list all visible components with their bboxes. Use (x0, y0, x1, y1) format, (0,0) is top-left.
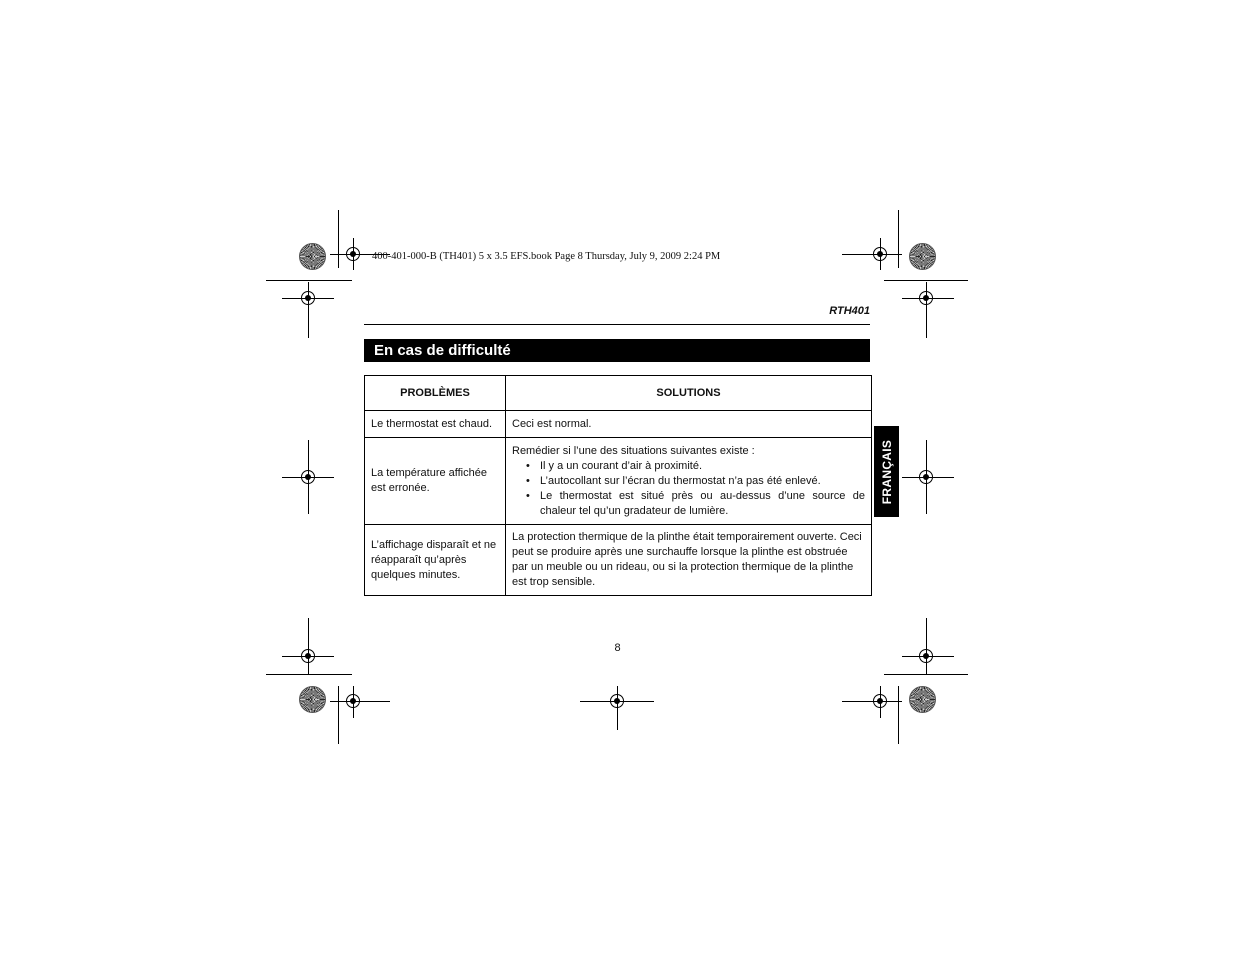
registration-mark-icon (610, 694, 624, 708)
language-tab (874, 426, 899, 517)
table-row (365, 525, 872, 596)
solution-cell (506, 438, 872, 525)
registration-mark-icon (301, 470, 315, 484)
table-row (365, 438, 872, 525)
column-header-solutions: SOLUTIONS (506, 376, 872, 411)
solution-intro: Remédier si l’une des situations suivantes existe : (512, 444, 755, 457)
solution-cell: Ceci est normal. (506, 411, 872, 438)
troubleshooting-table (364, 375, 872, 596)
solution-list (512, 459, 865, 519)
language-tab-label: FRANÇAIS (879, 439, 894, 504)
model-name: RTH401 (829, 305, 870, 317)
section-title: En cas de difficulté (364, 339, 870, 362)
problem-cell: Le thermostat est chaud. (365, 411, 506, 438)
table-header-row (365, 376, 872, 411)
registration-mark-icon (301, 291, 315, 305)
print-header: 400-401-000-B (TH401) 5 x 3.5 EFS.book Page 8 Thursday, July 9, 2009 2:24 PM (372, 251, 721, 262)
registration-mark-icon (919, 470, 933, 484)
registration-mark-icon (346, 247, 360, 261)
list-item: • Il y a un courant d’air à proximité. (540, 459, 865, 474)
registration-mark-icon (873, 247, 887, 261)
color-wheel-icon (909, 686, 936, 713)
column-header-problems: PROBLÈMES (365, 376, 506, 411)
color-wheel-icon (299, 686, 326, 713)
problem-cell: La température affichée est erronée. (365, 438, 506, 525)
color-wheel-icon (909, 243, 936, 270)
page-number: 8 (614, 642, 621, 654)
table-row (365, 411, 872, 438)
color-wheel-icon (299, 243, 326, 270)
header-rule (364, 324, 870, 325)
registration-mark-icon (346, 694, 360, 708)
list-item: • L’autocollant sur l’écran du thermostat n’a pas été enlevé. (540, 474, 865, 489)
list-item: • Le thermostat est situé près ou au-dessus d’une source de chaleur tel qu’un gradateur de lumière. (540, 489, 865, 519)
registration-mark-icon (873, 694, 887, 708)
problem-cell: L’affichage disparaît et ne réapparaît qu’après quelques minutes. (365, 525, 506, 596)
solution-cell: La protection thermique de la plinthe était temporairement ouverte. Ceci peut se produire après une surchauffe lorsque la plinthe est obstruée par un meuble ou un rideau, ou si la protection thermique de la plinthe est trop sensible. (506, 525, 872, 596)
registration-mark-icon (919, 291, 933, 305)
